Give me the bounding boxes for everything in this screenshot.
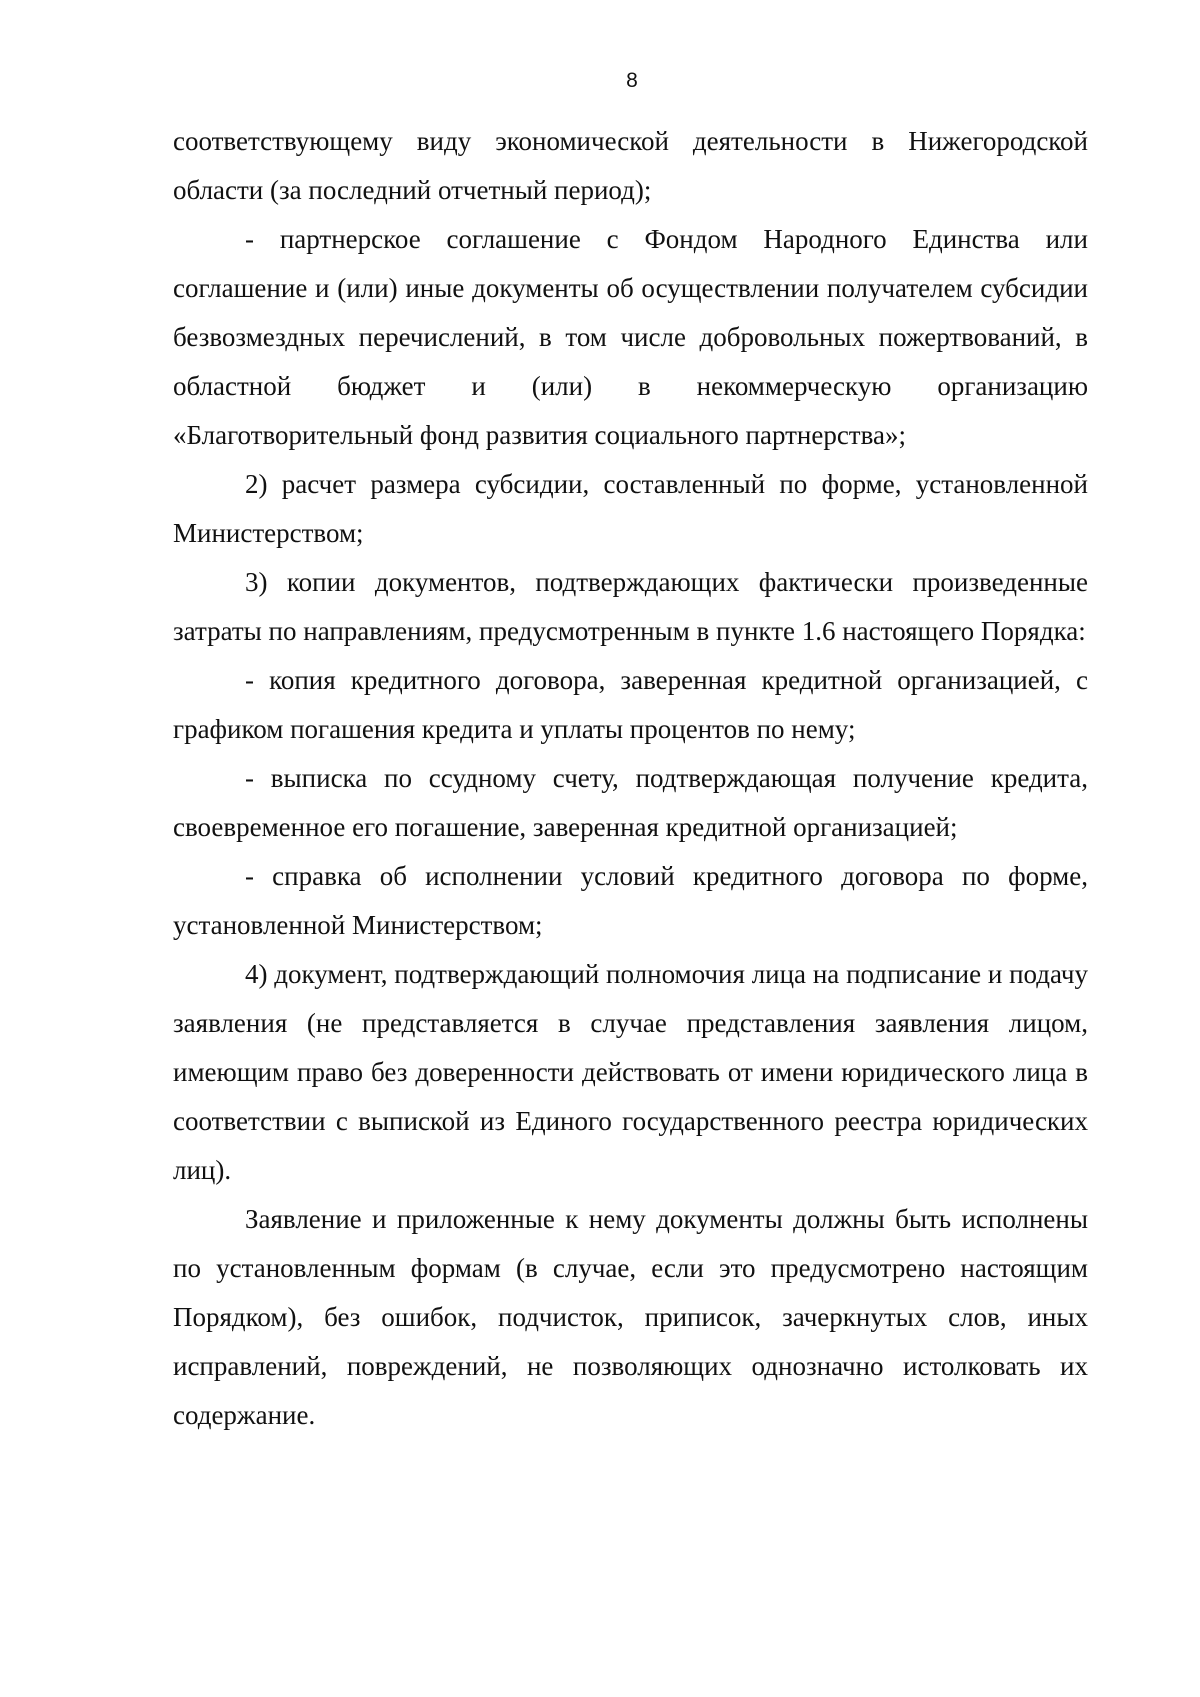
paragraph-subsidy-calculation: 2) расчет размера субсидии, составленный по форме, установленной Министерством; xyxy=(173,469,1088,548)
paragraph-loan-account-statement: - выписка по ссудному счету, подтверждающая получение кредита, своевременное его погашение, заверенная кредитной организацией; xyxy=(173,763,1088,842)
paragraph-expense-documents: 3) копии документов, подтверждающих фактически произведенные затраты по направлениям, предусмотренным в пункте 1.6 настоящего Порядка: xyxy=(173,567,1088,646)
paragraph-credit-terms-certificate: - справка об исполнении условий кредитного договора по форме, установленной Министерством; xyxy=(173,861,1088,940)
paragraph-partnership-agreement: - партнерское соглашение с Фондом Народного Единства или соглашение и (или) иные документы об осуществлении получателем субсидии безвозмездных перечислений, в том числе добровольных пожертвований, в областной бюджет и (или) в некоммерческую организацию «Благотворительный фонд развития социального партнерства»; xyxy=(173,224,1088,450)
paragraph-authority-document: 4) документ, подтверждающий полномочия лица на подписание и подачу заявления (не представляется в случае представления заявления лицом, имеющим право без доверенности действовать от имени юридического лица в соответствии с выпиской из Единого государственного реестра юридических лиц). xyxy=(173,959,1088,1185)
document-body xyxy=(173,117,1088,1440)
page-number: 8 xyxy=(626,69,638,92)
paragraph-application-requirements: Заявление и приложенные к нему документы должны быть исполнены по установленным формам (в случае, если это предусмотрено настоящим Порядком), без ошибок, подчисток, приписок, зачеркнутых слов, иных исправлений, повреждений, не позволяющих однозначно истолковать их содержание. xyxy=(173,1204,1088,1430)
paragraph-credit-agreement-copy: - копия кредитного договора, заверенная кредитной организацией, с графиком погашения кредита и уплаты процентов по нему; xyxy=(173,665,1088,744)
paragraph-industry-area: соответствующему виду экономической деятельности в Нижегородской области (за последний отчетный период); xyxy=(173,126,1088,205)
